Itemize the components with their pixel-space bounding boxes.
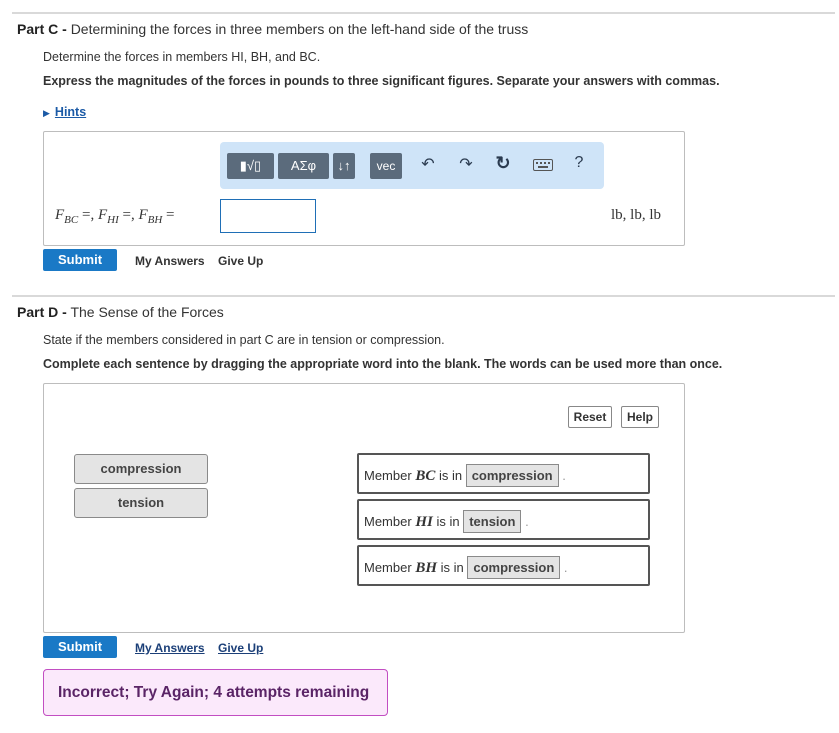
sentence-hi: Member HI is in tension . [357,499,650,540]
part-d-give-up-link[interactable]: Give Up [218,641,264,655]
part-c-submit-button[interactable]: Submit [43,249,117,271]
keyboard-icon[interactable] [533,159,553,171]
subscript-superscript-button[interactable]: ↓↑ [333,153,355,179]
hints-toggle[interactable] [43,103,86,121]
part-c-label: Part C - [17,21,67,37]
undo-icon[interactable]: ↶ [421,156,435,173]
word-chip-tension[interactable]: tension [74,488,208,518]
section-divider [12,295,835,297]
member-bh: BH [415,560,437,576]
part-d-my-answers-link[interactable]: My Answers [135,641,205,655]
part-c-title: Determining the forces in three members on the left-hand side of the truss [70,21,529,37]
drop-blank-bc[interactable]: compression [466,464,559,487]
part-d-submit-button[interactable]: Submit [43,636,117,658]
part-c-give-up-link[interactable]: Give Up [218,254,264,268]
drop-blank-hi[interactable]: tension [463,510,521,533]
word-chip-compression[interactable]: compression [74,454,208,484]
drag-drop-panel [43,383,685,633]
sentence-bh: Member BH is in compression . [357,545,650,586]
templates-button[interactable]: ▮√▯ [227,153,274,179]
help-icon[interactable]: ? [574,154,584,171]
part-c-instruction: Express the magnitudes of the forces in pounds to three significant figures. Separate your answers with commas. [43,74,720,88]
math-toolbar [220,142,604,189]
units-label: lb, lb, lb [611,207,662,223]
greek-symbols-button[interactable]: ΑΣφ [278,153,329,179]
part-c-description: Determine the forces in members HI, BH, and BC. [43,50,321,64]
part-c-my-answers-link[interactable]: My Answers [135,254,205,268]
part-d-instruction: Complete each sentence by dragging the appropriate word into the blank. The words can be used more than once. [43,357,723,371]
sentence-bc: Member BC is in compression . [357,453,650,494]
reset-icon[interactable]: ↻ [495,153,511,173]
section-divider [12,12,835,14]
part-d-heading [17,304,224,320]
hints-link[interactable]: Hints [54,105,87,119]
feedback-message: Incorrect; Try Again; 4 attempts remaining [43,669,388,716]
answer-input[interactable] [220,199,316,233]
equation-label: $F_{BC}$ =, $F_{HI}$ =, $F_{BH}$ = [55,207,175,226]
part-d-label: Part D - [17,304,67,320]
part-c-heading [17,21,528,37]
vector-button[interactable]: vec [370,153,402,179]
caret-right-icon: ▶ [43,108,50,118]
help-button[interactable]: Help [621,406,659,428]
part-d-description: State if the members considered in part C are in tension or compression. [43,333,445,347]
reset-button[interactable]: Reset [568,406,612,428]
drop-blank-bh[interactable]: compression [467,556,560,579]
part-d-title: The Sense of the Forces [70,304,224,320]
redo-icon[interactable]: ↷ [459,156,473,173]
member-hi: HI [415,514,433,530]
answer-panel [43,131,685,246]
member-bc: BC [415,468,436,484]
